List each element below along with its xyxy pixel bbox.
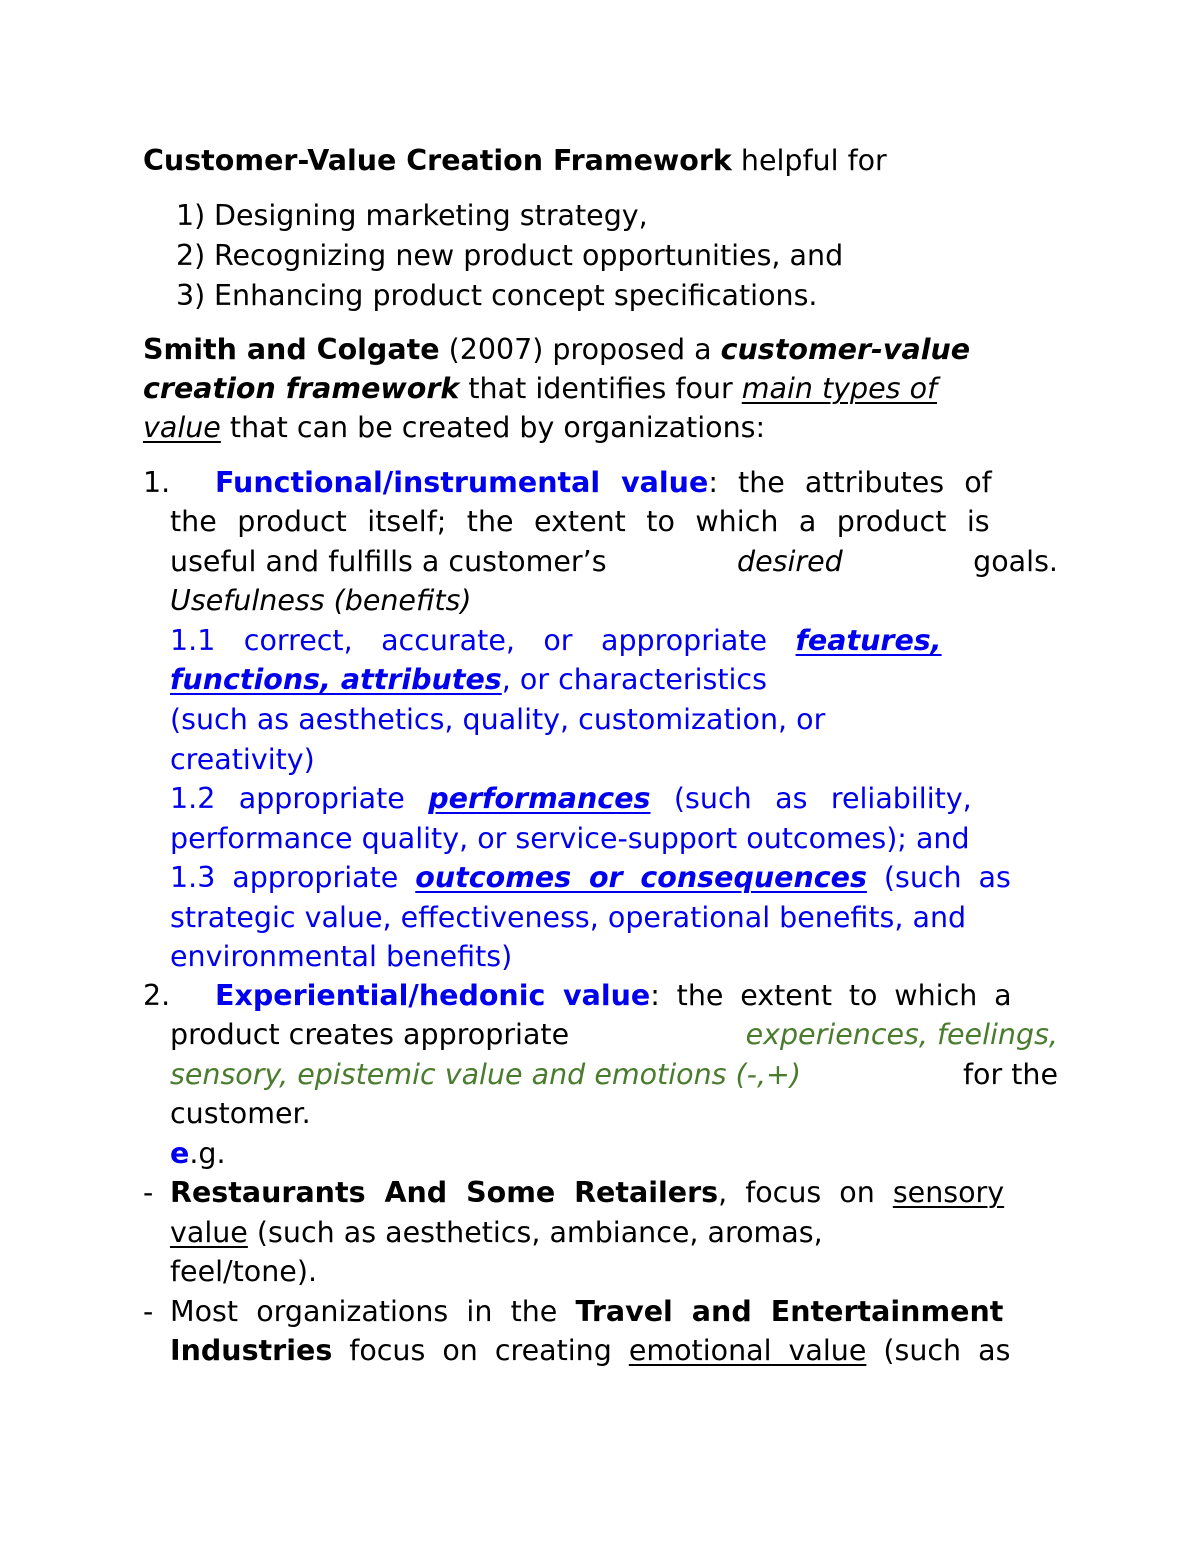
dash-bullet: -: [143, 1295, 154, 1328]
sub-1-1-example-2: creativity): [170, 743, 315, 776]
list-number: 3): [176, 279, 206, 312]
text: goals.: [973, 545, 1058, 578]
value1-line-2: [170, 502, 1058, 542]
list-text: Enhancing product concept specifications.: [214, 279, 818, 312]
value2-title: Experiential/hedonic value: [215, 979, 651, 1012]
value2-rest: : the extent to which a: [650, 979, 1012, 1012]
experiential-terms: experiences, feelings,: [745, 1018, 1058, 1051]
para-line-1: [143, 330, 970, 370]
text: (such as aesthetics, quality, customization, or: [170, 703, 826, 736]
bullet1-line-3: feel/tone).: [170, 1255, 318, 1288]
text: , focus on: [718, 1176, 893, 1209]
text: (such as: [866, 861, 1011, 894]
text: 1.3 appropriate: [170, 861, 416, 894]
bullet2-line-1: [170, 1292, 1058, 1332]
value-number: 1.: [143, 466, 171, 499]
list-number: 1): [176, 199, 206, 232]
sub-1-3-line-3: environmental benefits): [170, 940, 513, 973]
industry-term: Industries: [170, 1334, 333, 1367]
text: , or characteristics: [501, 663, 767, 696]
sub-1-3-line-2: strategic value, effectiveness, operational benefits, and: [170, 901, 967, 934]
intro-list-item: [176, 276, 817, 316]
intro-heading: [143, 141, 887, 181]
intro-title-tail: helpful for: [731, 144, 887, 177]
text: for the: [962, 1058, 1058, 1091]
intro-list-item: [176, 196, 648, 236]
para-line-3: [143, 408, 765, 448]
value2-line-3: [170, 1055, 1058, 1095]
usefulness-label: Usefulness (benefits): [170, 584, 472, 617]
sub-1-2-line-2: performance quality, or service-support outcomes); and: [170, 822, 970, 855]
intro-list-item: [176, 236, 843, 276]
text: focus on creating: [332, 1334, 629, 1367]
dash-bullet: -: [143, 1176, 154, 1209]
value2-line-2: [170, 1015, 1058, 1055]
para-tail: that can be created by organizations:: [220, 411, 766, 444]
keyword: functions, attributes: [170, 663, 502, 696]
sub-1-1-line-1: [170, 621, 1058, 661]
keyword: features,: [795, 624, 942, 657]
framework-title: Customer-Value Creation Framework: [143, 144, 732, 177]
emotional-value-term: emotional value: [628, 1334, 867, 1367]
bullet2-line-2: [170, 1331, 1058, 1371]
text: (such as aesthetics, ambiance, aromas,: [247, 1216, 823, 1249]
text: (such as: [866, 1334, 1011, 1367]
main-types-term: value: [143, 411, 221, 444]
value2-line-4: customer.: [170, 1097, 311, 1130]
desired-term: desired: [736, 545, 843, 578]
value2-heading: [143, 976, 1058, 1016]
keyword: performances: [428, 782, 651, 815]
eg-label: [170, 1134, 226, 1174]
authors: Smith and Colgate: [143, 333, 440, 366]
para-year: (2007) proposed a: [439, 333, 721, 366]
bullet1-line-2: [170, 1213, 1058, 1253]
sub-1-1-example-1: [170, 700, 1058, 740]
framework-term: creation framework: [143, 372, 460, 405]
para-mid: that identifies four: [459, 372, 742, 405]
industry-term: Travel and Entertainment: [575, 1295, 1004, 1328]
list-text: Recognizing new product opportunities, and: [214, 239, 844, 272]
text: 1.2 appropriate: [170, 782, 429, 815]
text: (such as reliability,: [650, 782, 972, 815]
sensory-value-term: sensory: [892, 1176, 1005, 1209]
value1-line-3: [170, 542, 1058, 582]
value1-title: Functional/instrumental value: [215, 466, 709, 499]
text: Most organizations in the: [170, 1295, 576, 1328]
sub-1-1-line-2: [170, 660, 767, 700]
industry-term: Restaurants And Some Retailers: [170, 1176, 719, 1209]
list-number: 2): [176, 239, 206, 272]
value1-rest: : the attributes of: [708, 466, 992, 499]
text: product creates appropriate: [170, 1018, 570, 1051]
experiential-terms: sensory, epistemic value and emotions (-,+): [170, 1058, 802, 1091]
text: .g.: [189, 1137, 226, 1170]
framework-term: customer-value: [720, 333, 971, 366]
sensory-value-term: value: [170, 1216, 248, 1249]
list-text: Designing marketing strategy,: [214, 199, 648, 232]
text: the product itself; the extent to which a product is: [170, 505, 990, 538]
value1-heading: [143, 463, 1058, 503]
sub-1-3-line-1: [170, 858, 1058, 898]
text: 1.1 correct, accurate, or appropriate: [170, 624, 768, 657]
keyword: outcomes or consequences: [415, 861, 867, 894]
para-line-2: [143, 369, 937, 409]
sub-1-2-line-1: [170, 779, 1058, 819]
value-number: 2.: [143, 979, 171, 1012]
main-types-term: main types of: [741, 372, 938, 405]
text: useful and fulfills a customer’s: [170, 545, 607, 578]
eg-letter: e: [170, 1137, 190, 1170]
bullet1-line-1: [170, 1173, 1058, 1213]
